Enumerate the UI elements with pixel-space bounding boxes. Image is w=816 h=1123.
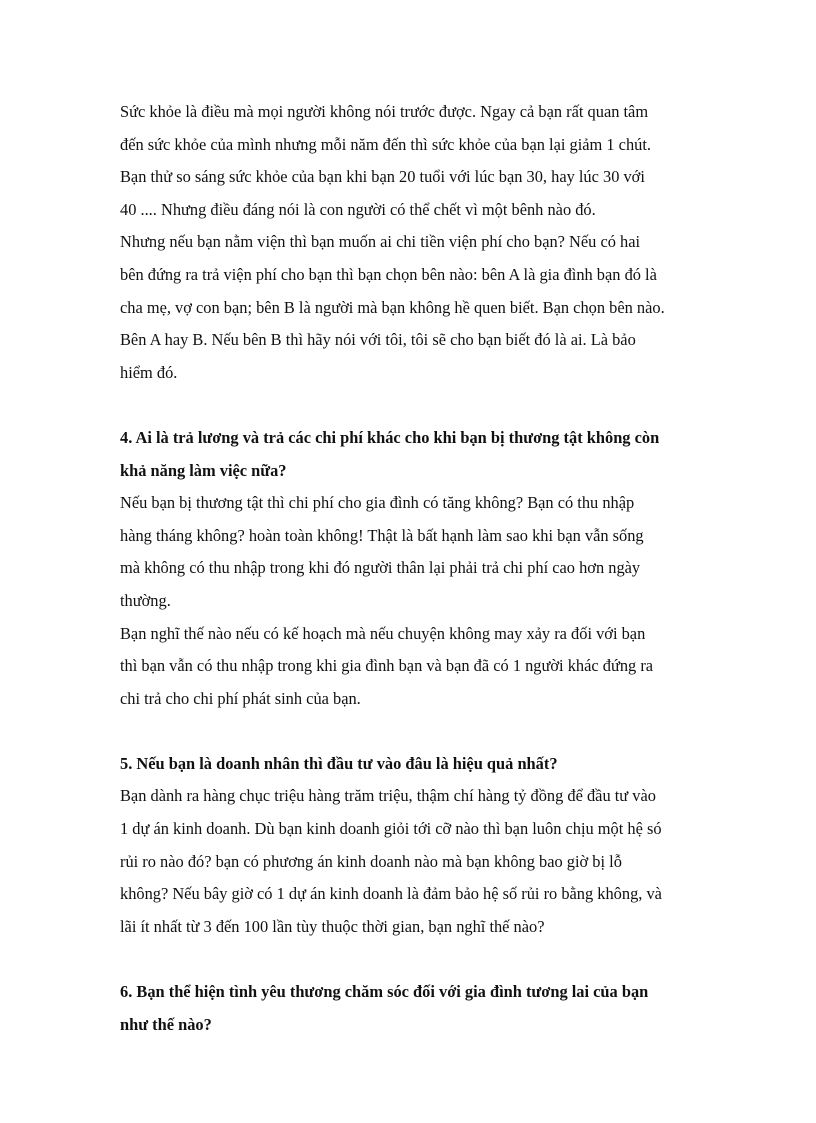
section-6 — [120, 976, 710, 1041]
text-line: Sức khỏe là điều mà mọi người không nói trước được. Ngay cả bạn rất quan tâm — [120, 102, 649, 121]
section-4-heading: khả năng làm việc nữa? — [120, 460, 287, 480]
section-5-heading: 5. Nếu bạn là doanh nhân thì đầu tư vào đâu là hiệu quả nhất? — [120, 753, 558, 773]
text-line: Bạn nghĩ thế nào nếu có kế hoạch mà nếu chuyện không may xảy ra đối với bạn — [120, 623, 646, 643]
section-5 — [120, 748, 710, 944]
section-6-heading: như thế nào? — [120, 1014, 212, 1034]
section-4-heading: 4. Ai là trả lương và trả các chi phí khác cho khi bạn bị thương tật không còn — [120, 427, 660, 447]
paragraph-gap — [120, 389, 710, 422]
document-body — [120, 96, 710, 1041]
text-line: cha mẹ, vợ con bạn; bên B là người mà bạn không hề quen biết. Bạn chọn bên nào. — [120, 297, 665, 317]
paragraph-gap — [120, 943, 710, 976]
paragraph-gap — [120, 715, 710, 748]
text-line: Nhưng nếu bạn nằm viện thì bạn muốn ai chi tiền viện phí cho bạn? Nếu có hai — [120, 232, 641, 252]
text-line: 40 .... Nhưng điều đáng nói là con người có thể chết vì một bênh nào đó. — [120, 199, 596, 219]
text-line: hàng tháng không? hoàn toàn không! Thật là bất hạnh làm sao khi bạn vẫn sống — [120, 525, 644, 545]
text-line: rủi ro nào đó? bạn có phương án kinh doanh nào mà bạn không bao giờ bị lỗ — [120, 851, 622, 871]
text-line: Bạn thử so sáng sức khỏe của bạn khi bạn 20 tuổi với lúc bạn 30, hay lúc 30 với — [120, 167, 645, 187]
text-line: không? Nếu bây giờ có 1 dự án kinh doanh là đảm bảo hệ số rủi ro bằng không, và — [120, 884, 662, 904]
text-line: 1 dự án kinh doanh. Dù bạn kinh doanh giỏi tới cỡ nào thì bạn luôn chịu một hệ só — [120, 819, 662, 839]
text-line: mà không có thu nhập trong khi đó người thân lại phải trả chi phí cao hơn ngày — [120, 558, 641, 578]
text-line: đến sức khỏe của mình nhưng mỗi năm đến thì sức khỏe của bạn lại giảm 1 chút. — [120, 134, 651, 154]
text-line: hiểm đó. — [120, 362, 178, 382]
text-line: Bạn dành ra hàng chục triệu hàng trăm triệu, thậm chí hàng tỷ đồng để đầu tư vào — [120, 786, 656, 806]
section-4 — [120, 422, 710, 715]
text-line: thì bạn vẫn có thu nhập trong khi gia đình bạn và bạn đã có 1 người khác đứng ra — [120, 656, 654, 676]
section-6-heading: 6. Bạn thể hiện tình yêu thương chăm sóc đối với gia đình tương lai của bạn — [120, 982, 649, 1002]
text-line: thường. — [120, 590, 171, 610]
text-line: Nếu bạn bị thương tật thì chi phí cho gia đình có tăng không? Bạn có thu nhập — [120, 493, 635, 513]
text-line: chi trả cho chi phí phát sinh của bạn. — [120, 688, 361, 708]
text-line: Bên A hay B. Nếu bên B thì hãy nói với tôi, tôi sẽ cho bạn biết đó là ai. Là bảo — [120, 330, 636, 350]
text-line: lãi ít nhất từ 3 đến 100 lần tùy thuộc thời gian, bạn nghĩ thế nào? — [120, 916, 545, 936]
intro-paragraph — [120, 96, 710, 389]
text-line: bên đứng ra trả viện phí cho bạn thì bạn chọn bên nào: bên A là gia đình bạn đó là — [120, 264, 657, 284]
